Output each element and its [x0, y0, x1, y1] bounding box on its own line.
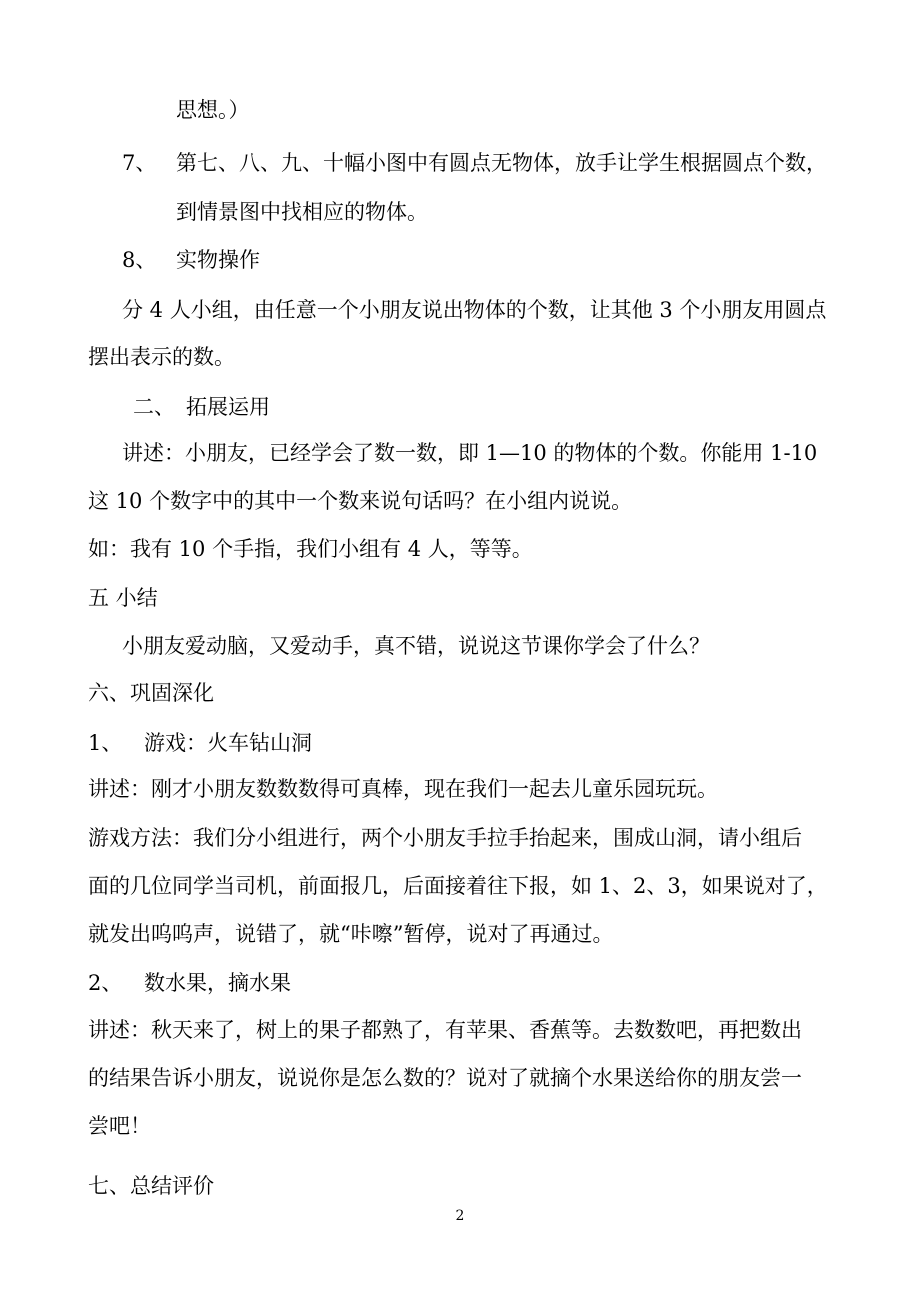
text-line: 尝吧！ [88, 1114, 151, 1138]
section-heading: 七、总结评价 [88, 1174, 214, 1198]
list-number: 1、 [88, 731, 123, 755]
text-line: 讲述：小朋友，已经学会了数一数，即 1—10 的物体的个数。你能用 1-10 [122, 441, 818, 465]
text-line: 这 10 个数字中的其中一个数来说句话吗？在小组内说说。 [88, 489, 633, 513]
list-number: 8、 [122, 248, 157, 272]
text-line: 面的几位同学当司机，前面报几，后面接着往下报，如 1、2、3，如果说对了， [88, 874, 828, 898]
list-number: 7、 [122, 151, 157, 175]
text-line: 第七、八、九、十幅小图中有圆点无物体，放手让学生根据圆点个数， [176, 151, 827, 175]
text-line: 游戏方法：我们分小组进行，两个小朋友手拉手抬起来，围成山洞，请小组后 [88, 826, 802, 850]
text-line: 小朋友爱动脑，又爱动手，真不错，说说这节课你学会了什么？ [122, 634, 710, 658]
text-line: 实物操作 [176, 248, 260, 272]
text-line: 就发出呜呜声，说错了，就“咔嚓”暂停，说对了再通过。 [88, 922, 614, 946]
text-line: 到情景图中找相应的物体。 [176, 200, 428, 224]
section-number: 二、 [133, 395, 175, 419]
section-heading: 拓展运用 [186, 395, 270, 419]
text-line: 思想。） [176, 98, 250, 122]
text-line: 游戏：火车钻山洞 [144, 731, 312, 755]
text-line: 的结果告诉小朋友，说说你是怎么数的？说对了就摘个水果送给你的朋友尝一 [88, 1066, 802, 1090]
text-line: 摆出表示的数。 [88, 345, 235, 369]
text-line: 讲述：刚才小朋友数数数得可真棒，现在我们一起去儿童乐园玩玩。 [88, 777, 718, 801]
section-heading: 五 小结 [88, 586, 158, 610]
text-line: 讲述：秋天来了，树上的果子都熟了，有苹果、香蕉等。去数数吧，再把数出 [88, 1018, 802, 1042]
text-line: 如：我有 10 个手指，我们小组有 4 人，等等。 [88, 537, 533, 561]
text-line: 分 4 人小组，由任意一个小朋友说出物体的个数，让其他 3 个小朋友用圆点 [122, 298, 827, 322]
text-line: 数水果，摘水果 [144, 971, 291, 995]
section-heading: 六、巩固深化 [88, 681, 214, 705]
list-number: 2、 [88, 971, 123, 995]
page-number: 2 [455, 1208, 465, 1224]
